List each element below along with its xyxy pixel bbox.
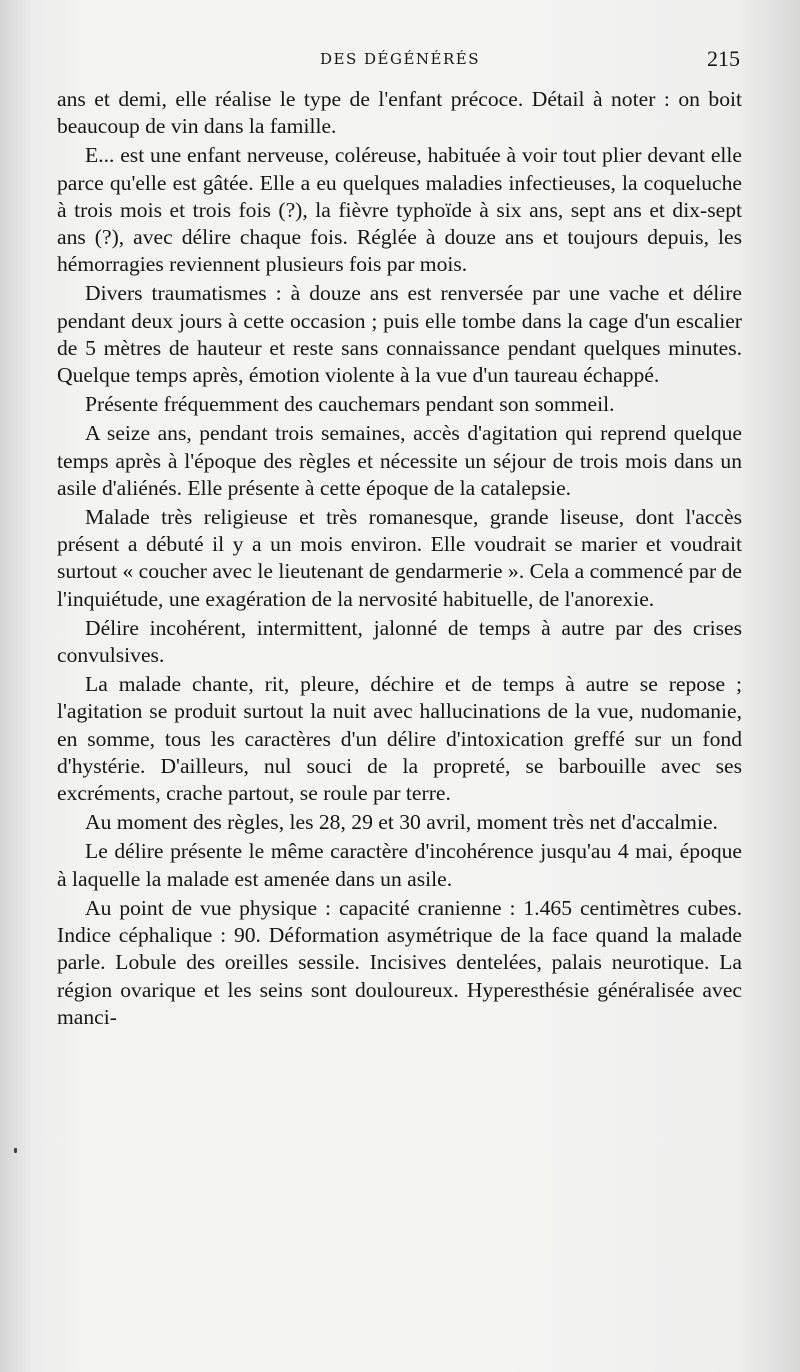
- paragraph-behaviour: La malade chante, rit, pleure, déchire et de temps à autre se repose ; l'agitation se produit surtout la nuit avec hallucinations de la vue, nudomanie, en somme, tous les caractères d'un délire d'intoxication greffé sur un fond d'hystérie. D'ailleurs, nul souci de la propreté, se barbouille avec ses excréments, crache partout, se roule par terre.: [57, 672, 742, 806]
- paragraph-continuation: ans et demi, elle réalise le type de l'enfant précoce. Détail à noter : on boit beaucoup de vin dans la famille.: [57, 87, 742, 139]
- paragraph-menses: Au moment des règles, les 28, 29 et 30 avril, moment très net d'accalmie.: [85, 810, 718, 835]
- paragraph-traumatisms: Divers traumatismes : à douze ans est renversée par une vache et délire pendant deux jours à cette occasion ; puis elle tombe dans la cage d'un escalier de 5 mètres de hauteur et reste sans connaissance pendant quelques minutes. Quelque temps après, émotion violente à la vue d'un taureau échappé.: [57, 281, 742, 388]
- paragraph-patient-history: E... est une enfant nerveuse, coléreuse, habituée à voir tout plier devant elle parce qu'elle est gâtée. Elle a eu quelques maladies infectieuses, la coqueluche à trois mois et trois fois (?), la fièvre typhoïde à six ans, sept ans et dix-sept ans (?), avec délire chaque fois. Réglée à douze ans et toujours depuis, les hémorragies reviennent plusieurs fois par mois.: [57, 143, 742, 277]
- paragraph-nightmares: Présente fréquemment des cauchemars pendant son sommeil.: [85, 392, 615, 417]
- margin-speck: [14, 1148, 17, 1153]
- paragraph-delirium: Délire incohérent, intermittent, jalonné de temps à autre par des crises convulsives.: [57, 615, 742, 668]
- running-title: DES DÉGÉNÉRÉS: [319, 50, 481, 68]
- paragraph-religious: Malade très religieuse et très romanesque, grande liseuse, dont l'accès présent a débuté il y a un mois environ. Elle voudrait se marier et voudrait surtout « coucher avec le lieutenant de gendarmerie ». Cela a commencé par de l'inquiétude, une exagération de la nervosité habituelle, de l'anorexie.: [57, 505, 742, 611]
- body-text: [57, 86, 742, 1033]
- paragraph-agitation: A seize ans, pendant trois semaines, accès d'agitation qui reprend quelque temps après à l'époque des règles et nécessite un séjour de trois mois dans un asile d'aliénés. Elle présente à cette époque de la catalepsie.: [57, 421, 742, 500]
- page-header: [60, 48, 740, 72]
- paragraph-physical: Au point de vue physique : capacité cranienne : 1.465 centimètres cubes. Indice céphalique : 90. Déformation asymétrique de la face quand la malade parle. Lobule des oreilles sessile. Incisives dentelées, palais neurotique. La région ovarique et les seins sont douloureux. Hyperesthésie généralisée avec manci-: [57, 895, 742, 1029]
- page-number: 215: [707, 46, 740, 71]
- paragraph-incoherence: Le délire présente le même caractère d'incohérence jusqu'au 4 mai, époque à laquelle la malade est amenée dans un asile.: [57, 839, 742, 891]
